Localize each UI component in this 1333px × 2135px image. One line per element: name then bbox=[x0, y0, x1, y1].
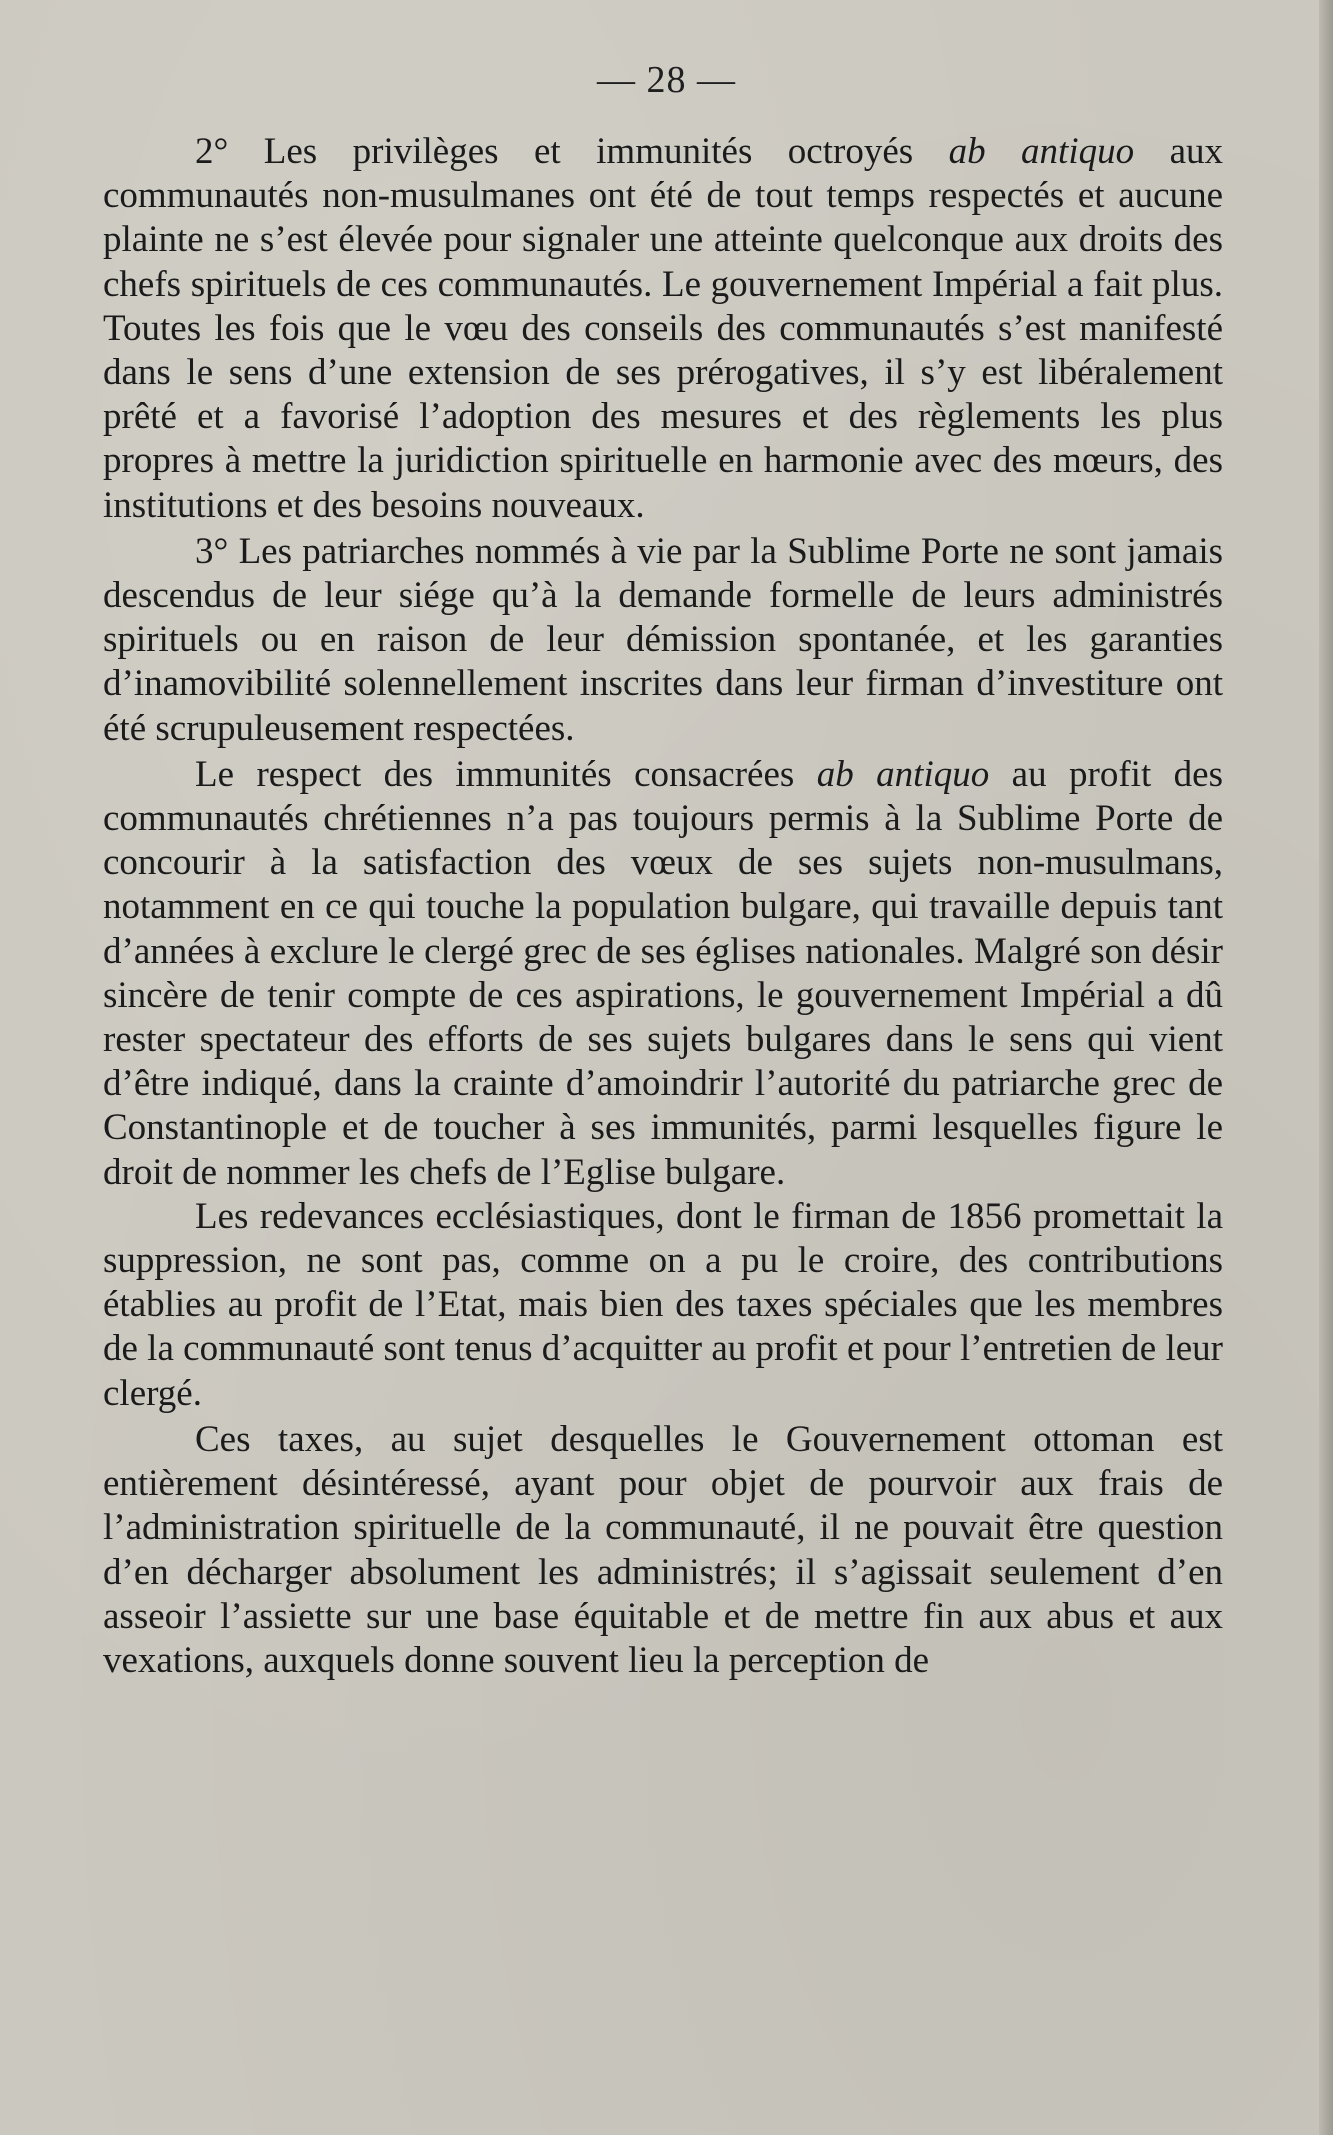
page-edge bbox=[1319, 0, 1333, 2135]
page-number: — 28 — bbox=[597, 59, 736, 101]
paragraph-ecclesiastical-dues: Les redevances ecclésiastiques, dont le firman de 1856 promettait la suppression, ne sont pas, comme on a pu le croire, des contributions établies au profit de l’Etat, mais bien des taxes spéciales que les membres de la communauté sont tenus d’acquitter au profit et pour l’entretien de leur clergé. bbox=[103, 1195, 1223, 1414]
paragraph-immunities-respect: Le respect des immunités consacrées ab antiquo au profit des communautés chrétiennes n’a pas toujours permis à la Sublime Porte de concourir à la satisfaction des vœux de ses sujets non-musulmans, notamment en ce qui touche la population bulgare, qui travaille depuis tant d’années à exclure le clergé grec de ses églises nationales. Malgré son désir sincère de tenir compte de ces aspirations, le gouvernement Impérial a dû rester spectateur des efforts de ses sujets bulgares dans le sens qui vient d’être indiqué, dans la crainte d’amoindrir l’autorité du patriarche grec de Constantinople et de toucher à ses immunités, parmi lesquelles figure le droit de nommer les chefs de l’Eglise bulgare. bbox=[103, 753, 1223, 1193]
paragraph-patriarchs: 3° Les patriarches nommés à vie par la Sublime Porte ne sont jamais descendus de leur siége qu’à la demande formelle de leurs administrés spirituels ou en raison de leur démission spontanée, et les garanties d’inamovibilité solennellement inscrites dans leur firman d’investiture ont été scrupuleusement respectées. bbox=[103, 530, 1223, 749]
paragraph-privileges: 2° Les privilèges et immunités octroyés ab antiquo aux communautés non-musulmanes ont été de tout temps respectés et aucune plainte ne s’est élevée pour signaler une atteinte quelconque aux droits des chefs spirituels de ces communautés. Le gouvernement Impérial a fait plus. Toutes les fois que le vœu des conseils des communautés s’est manifesté dans le sens d’une extension de ses prérogatives, il s’y est libéralement prêté et a favorisé l’adoption des mesures et des règlements les plus propres à mettre la juridiction spirituelle en harmonie avec des mœurs, des institutions et des besoins nouveaux. bbox=[103, 131, 1223, 526]
body-text bbox=[103, 130, 1223, 1683]
paragraph-taxes: Ces taxes, au sujet desquelles le Gouvernement ottoman est entièrement désintéressé, ayant pour objet de pourvoir aux frais de l’administration spirituelle de la communauté, il ne pouvait être question d’en décharger absolument les administrés; il s’agissait seulement d’en asseoir l’assiette sur une base équitable et de mettre fin aux abus et aux vexations, auxquels donne souvent lieu la perception de bbox=[103, 1418, 1223, 1681]
